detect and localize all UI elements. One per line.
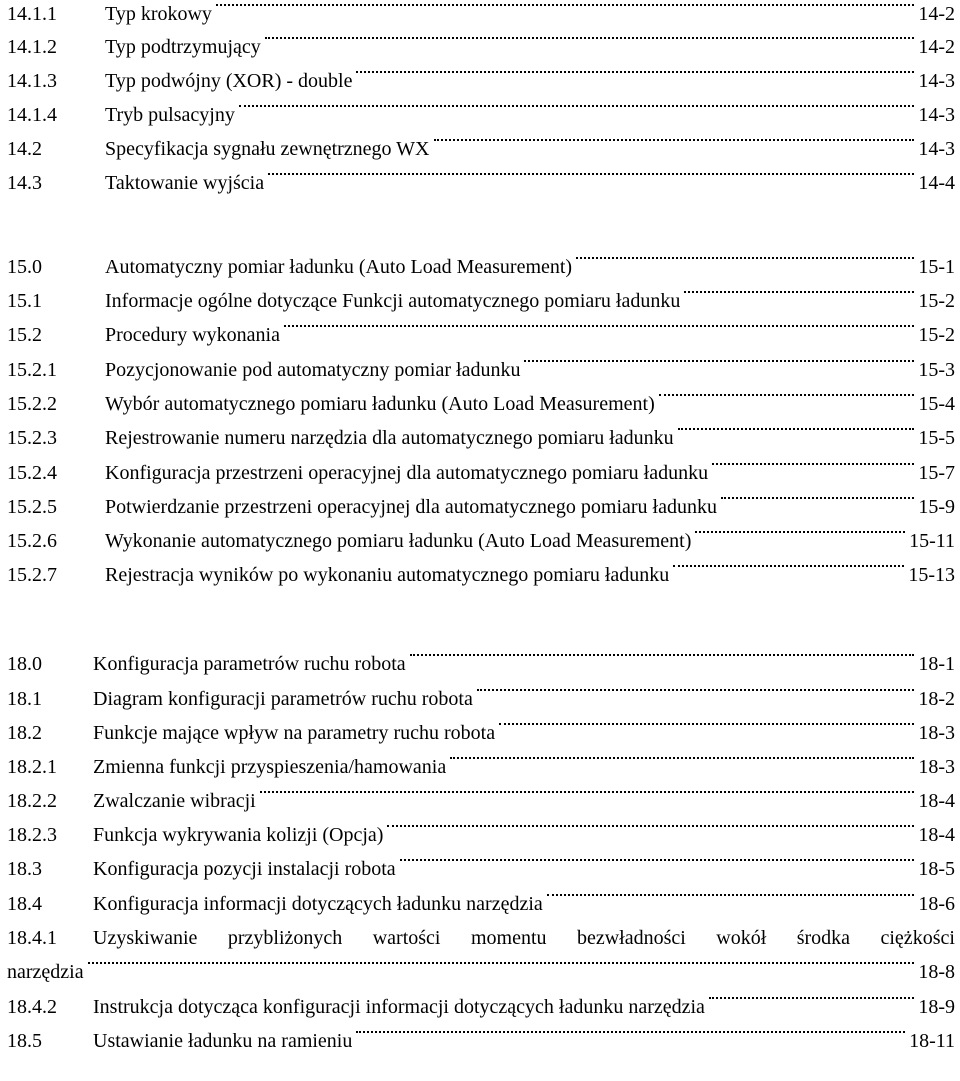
page-number: 14-3: [918, 138, 955, 160]
dot-leader: [410, 654, 915, 656]
dot-leader: [450, 757, 914, 759]
toc-entry-wrapped[interactable]: [7, 924, 955, 952]
page-number: 15-4: [918, 393, 955, 415]
section-number: 18.4.1: [7, 927, 57, 949]
page-number: 14-3: [918, 70, 955, 92]
section-number: 18.2.1: [7, 756, 57, 778]
page-number: 15-2: [918, 290, 955, 312]
section-title: Instrukcja dotycząca konfiguracji informacji dotyczących ładunku narzędzia: [93, 996, 705, 1018]
section-number: 18.5: [7, 1030, 42, 1052]
toc-entry[interactable]: [7, 0, 955, 28]
page-number: 18-1: [918, 653, 955, 675]
section-title: Taktowanie wyjścia: [105, 172, 265, 194]
section-title: Rejestracja wyników po wykonaniu automatycznego pomiaru ładunku: [105, 564, 670, 586]
page-number: 15-2: [918, 324, 955, 346]
section-title: Pozycjonowanie pod automatyczny pomiar ładunku: [105, 359, 521, 381]
toc-entry[interactable]: [7, 33, 955, 61]
page-number: 14-4: [918, 172, 955, 194]
section-title: Zmienna funkcji przyspieszenia/hamowania: [93, 756, 447, 778]
dot-leader: [499, 723, 914, 725]
dot-leader: [400, 859, 915, 861]
toc-entry[interactable]: [7, 561, 955, 589]
toc-entry[interactable]: [7, 67, 955, 95]
page-number: 18-6: [918, 893, 955, 915]
section-title: Tryb pulsacyjny: [105, 104, 235, 126]
section-number: 18.4: [7, 893, 42, 915]
section-number: 18.3: [7, 858, 42, 880]
section-title-continuation: narzędzia: [7, 961, 84, 983]
section-title: Funkcja wykrywania kolizji (Opcja): [93, 824, 384, 846]
section-number: 14.3: [7, 172, 42, 194]
section-number: 15.2.1: [7, 359, 57, 381]
section-title: Wykonanie automatycznego pomiaru ładunku (Auto Load Measurement): [105, 530, 692, 552]
section-title: Ustawianie ładunku na ramieniu: [93, 1030, 353, 1052]
page-number: 14-3: [918, 104, 955, 126]
title-word: bezwładności: [576, 927, 686, 949]
section-number: 14.1.3: [7, 70, 57, 92]
dot-leader: [547, 894, 915, 896]
toc-entry[interactable]: [7, 753, 955, 781]
section-title: Konfiguracja informacji dotyczących ładunku narzędzia: [93, 893, 543, 915]
page-number: 15-9: [918, 496, 955, 518]
section-title: Diagram konfiguracji parametrów ruchu robota: [93, 688, 473, 710]
section-title: Specyfikacja sygnału zewnętrznego WX: [105, 138, 430, 160]
page-number: 15-5: [918, 427, 955, 449]
section-number: 15.2.7: [7, 564, 57, 586]
toc-entry[interactable]: [7, 493, 955, 521]
dot-leader: [477, 689, 914, 691]
dot-leader: [709, 997, 914, 999]
section-title: Zwalczanie wibracji: [93, 790, 256, 812]
dot-leader: [684, 291, 914, 293]
section-title: Typ podwójny (XOR) - double: [105, 70, 353, 92]
toc-entry[interactable]: [7, 424, 955, 452]
section-number: 18.1: [7, 688, 42, 710]
section-number: 18.4.2: [7, 996, 57, 1018]
toc-entry[interactable]: [7, 356, 955, 384]
section-title: Procedury wykonania: [105, 324, 280, 346]
title-word: ciężkości: [880, 927, 955, 949]
toc-entry[interactable]: [7, 993, 955, 1021]
section-title: Typ krokowy: [105, 3, 212, 25]
dot-leader: [216, 4, 914, 6]
dot-leader: [265, 37, 915, 39]
dot-leader: [659, 394, 915, 396]
dot-leader: [356, 1031, 905, 1033]
dot-leader: [268, 173, 914, 175]
dot-leader: [678, 428, 915, 430]
title-word: przybliżonych: [227, 927, 343, 949]
page-number: 18-2: [918, 688, 955, 710]
section-number: 18.2: [7, 722, 42, 744]
toc-entry[interactable]: [7, 1027, 955, 1055]
page-number: 15-11: [909, 530, 955, 552]
toc-entry[interactable]: [7, 287, 955, 315]
toc-entry[interactable]: [7, 650, 955, 678]
page-number: 14-2: [918, 3, 955, 25]
dot-leader: [695, 531, 905, 533]
title-word: momentu: [470, 927, 547, 949]
toc-entry[interactable]: [7, 855, 955, 883]
section-number: 15.2.2: [7, 393, 57, 415]
dot-leader: [239, 105, 915, 107]
section-title: Typ podtrzymujący: [105, 36, 261, 58]
toc-entry[interactable]: [7, 253, 955, 281]
title-word: wartości: [372, 927, 441, 949]
section-title: Automatyczny pomiar ładunku (Auto Load Measurement): [105, 256, 573, 278]
title-word: Uzyskiwanie: [93, 927, 198, 949]
toc-entry[interactable]: [7, 390, 955, 418]
dot-leader: [524, 360, 914, 362]
dot-leader: [721, 497, 914, 499]
page-number: 15-13: [908, 564, 955, 586]
toc-entry[interactable]: [7, 459, 955, 487]
toc-entry[interactable]: [7, 787, 955, 815]
section-number: 18.2.2: [7, 790, 57, 812]
section-title-first-line: [93, 924, 955, 952]
toc-entry[interactable]: [7, 527, 955, 555]
page-number: 15-3: [918, 359, 955, 381]
page-number: 18-4: [918, 824, 955, 846]
toc-entry-continuation[interactable]: [7, 958, 955, 986]
page-number: 15-7: [918, 462, 955, 484]
toc-entry[interactable]: [7, 719, 955, 747]
page-number: 18-5: [918, 858, 955, 880]
toc-entry[interactable]: [7, 135, 955, 163]
section-title: Konfiguracja pozycji instalacji robota: [93, 858, 396, 880]
page-number: 18-9: [918, 996, 955, 1018]
title-word: środka: [796, 927, 851, 949]
page-number: 18-4: [918, 790, 955, 812]
toc-entry[interactable]: [7, 101, 955, 129]
section-number: 18.0: [7, 653, 42, 675]
dot-leader: [673, 565, 904, 567]
section-title: Konfiguracja parametrów ruchu robota: [93, 653, 406, 675]
section-number: 15.2.3: [7, 427, 57, 449]
title-word: wokół: [716, 927, 767, 949]
toc-entry[interactable]: [7, 821, 955, 849]
section-number: 14.1.2: [7, 36, 57, 58]
dot-leader: [88, 962, 915, 964]
page-number: 18-8: [918, 961, 955, 983]
section-number: 15.2.4: [7, 462, 57, 484]
section-title: Funkcje mające wpływ na parametry ruchu robota: [93, 722, 496, 744]
section-number: 14.2: [7, 138, 42, 160]
section-title: Konfiguracja przestrzeni operacyjnej dla automatycznego pomiaru ładunku: [105, 462, 709, 484]
section-number: 14.1.1: [7, 3, 57, 25]
section-number: 15.2.6: [7, 530, 57, 552]
page-number: 18-3: [918, 756, 955, 778]
toc-entry[interactable]: [7, 321, 955, 349]
section-number: 14.1.4: [7, 104, 57, 126]
dot-leader: [434, 139, 915, 141]
dot-leader: [356, 71, 914, 73]
section-title: Rejestrowanie numeru narzędzia dla automatycznego pomiaru ładunku: [105, 427, 674, 449]
dot-leader: [576, 257, 914, 259]
section-number: 15.2.5: [7, 496, 57, 518]
toc-entry[interactable]: [7, 169, 955, 197]
section-title: Potwierdzanie przestrzeni operacyjnej dla automatycznego pomiaru ładunku: [105, 496, 717, 518]
section-title: Wybór automatycznego pomiaru ładunku (Auto Load Measurement): [105, 393, 655, 415]
section-number: 15.2: [7, 324, 42, 346]
section-number: 15.0: [7, 256, 42, 278]
toc-entry[interactable]: [7, 685, 955, 713]
section-title: Informacje ogólne dotyczące Funkcji automatycznego pomiaru ładunku: [105, 290, 681, 312]
section-number: 15.1: [7, 290, 42, 312]
dot-leader: [712, 463, 914, 465]
toc-entry[interactable]: [7, 890, 955, 918]
dot-leader: [260, 791, 915, 793]
page-number: 18-11: [909, 1030, 955, 1052]
page-number: 14-2: [918, 36, 955, 58]
page-number: 18-3: [918, 722, 955, 744]
section-number: 18.2.3: [7, 824, 57, 846]
dot-leader: [284, 325, 914, 327]
page-number: 15-1: [918, 256, 955, 278]
dot-leader: [387, 825, 914, 827]
